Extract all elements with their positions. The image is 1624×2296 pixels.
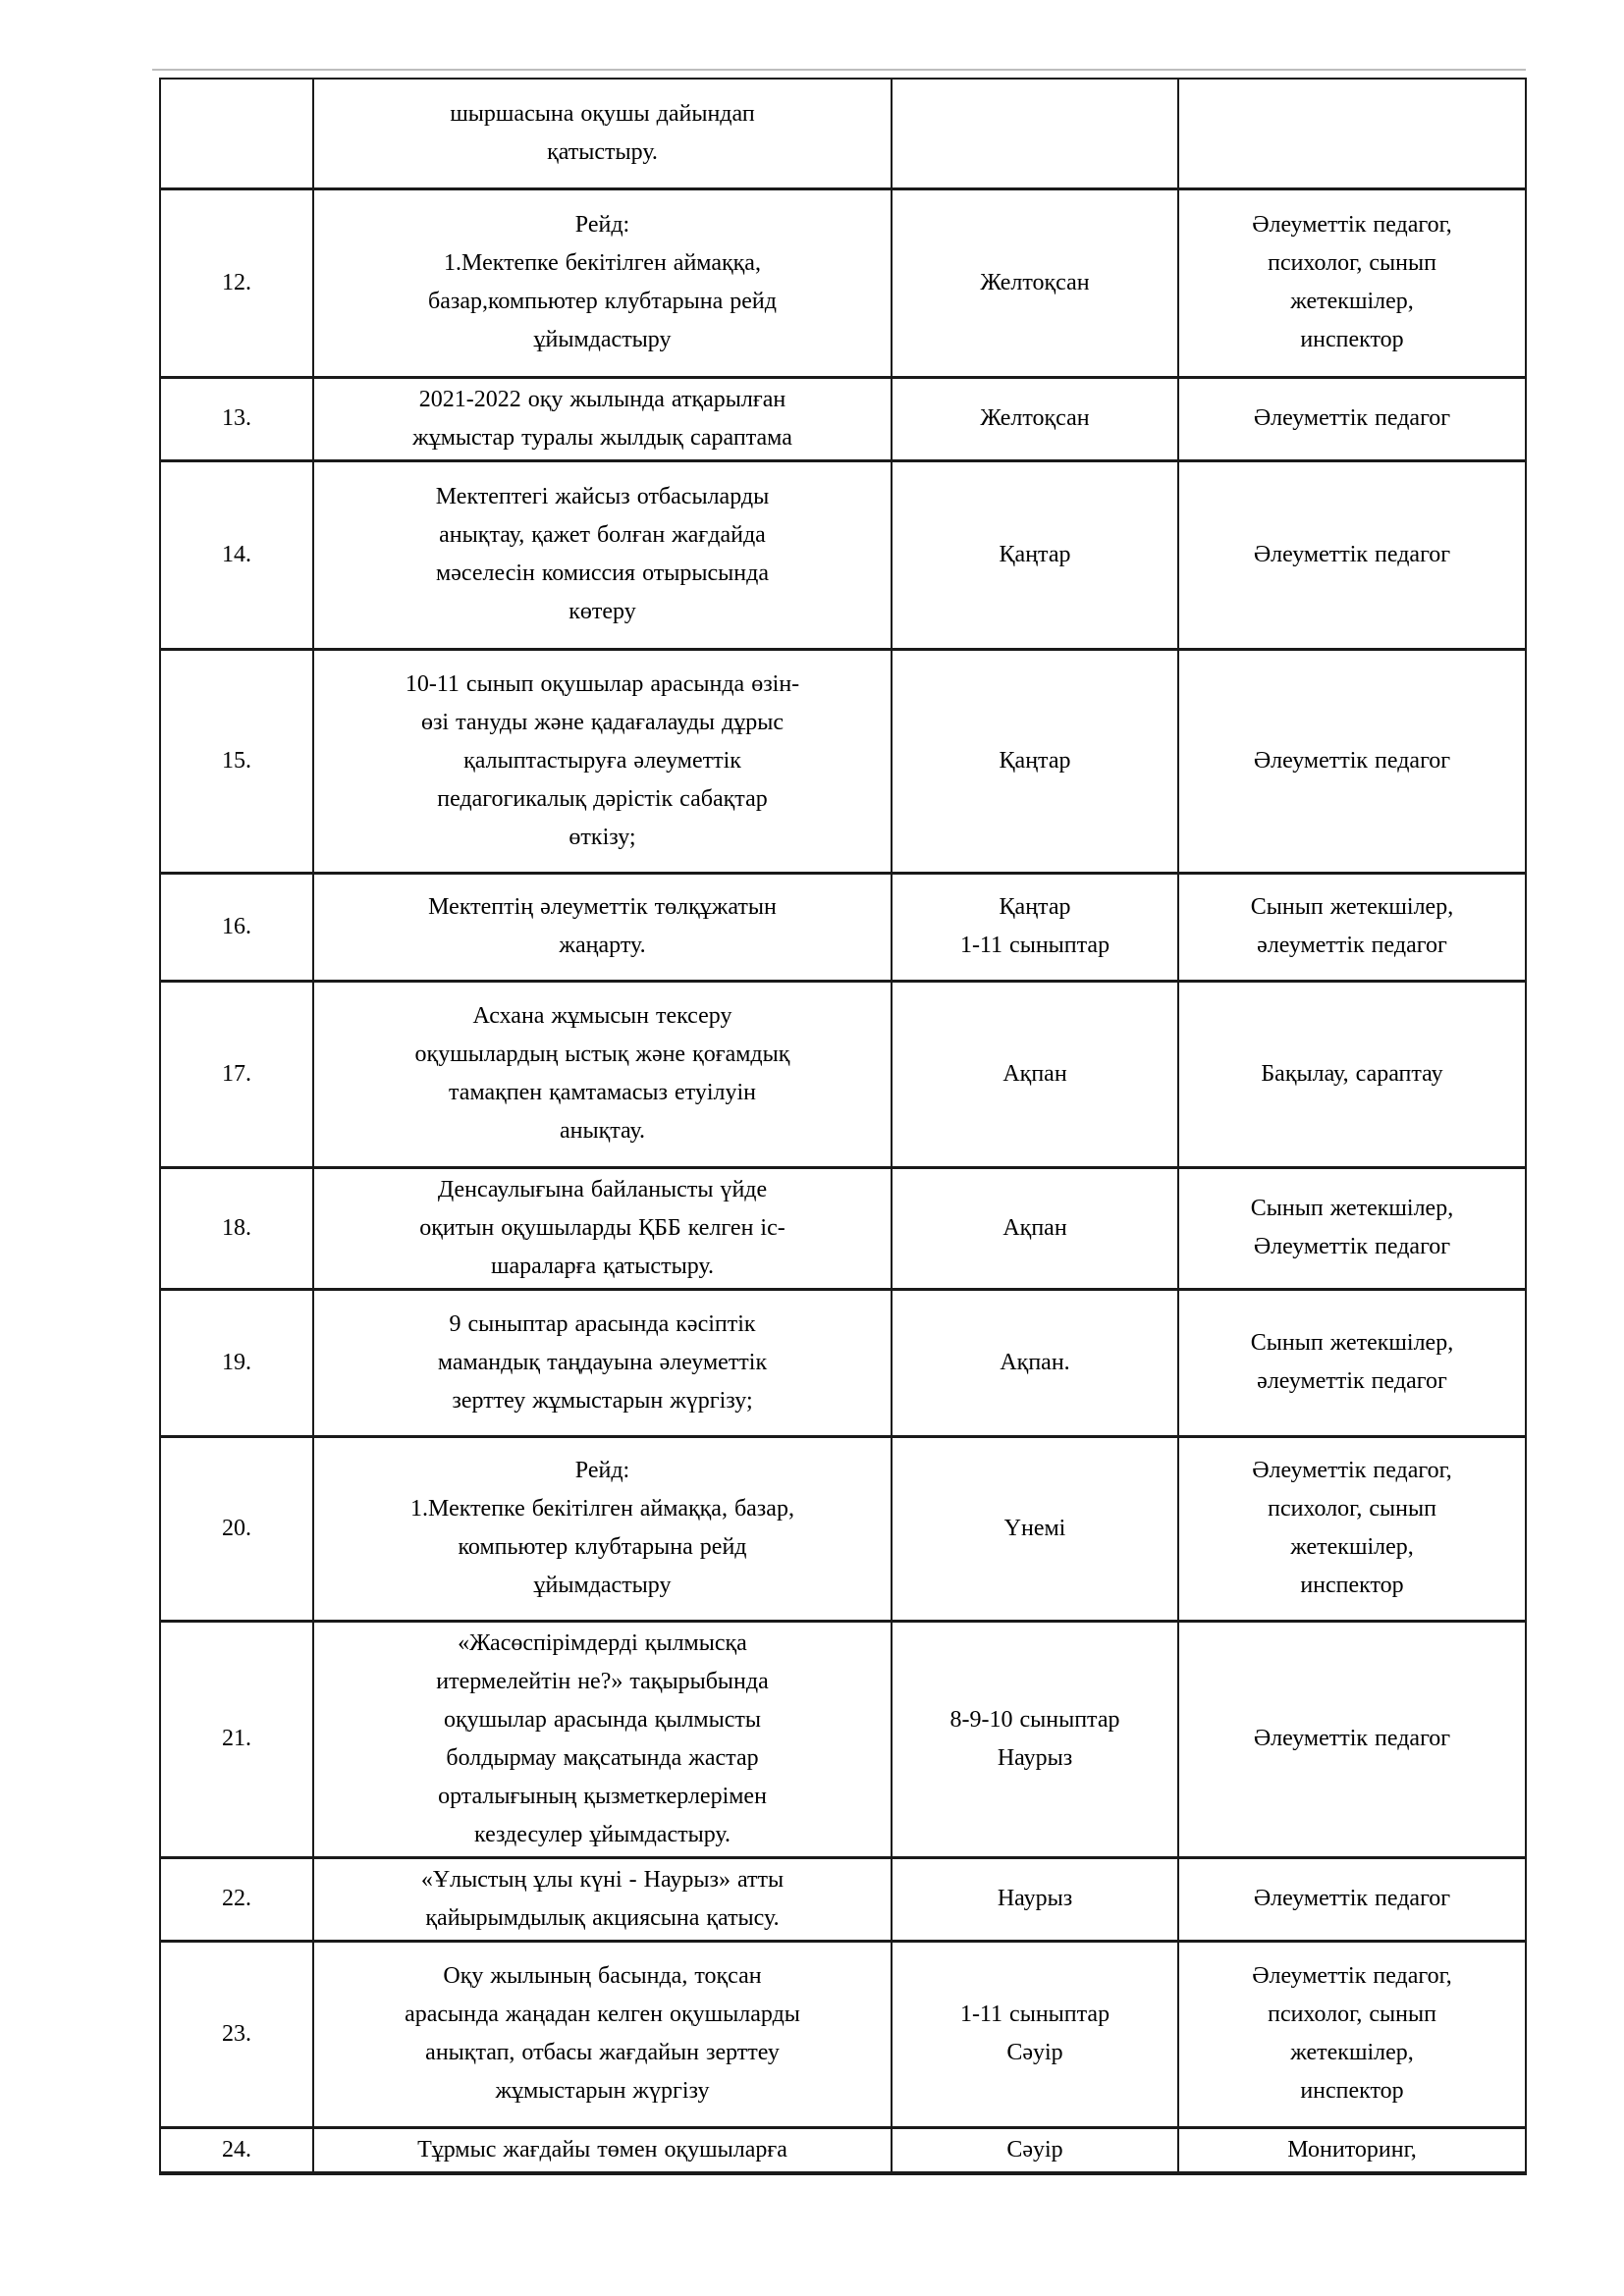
table-row-16 <box>160 873 1526 981</box>
cell-responsible: Әлеуметтік педагог <box>1178 649 1526 873</box>
cell-month: Желтоқсан <box>892 188 1178 377</box>
cell-responsible: Сынып жетекшілер, Әлеуметтік педагог <box>1178 1167 1526 1289</box>
cell-month: 8-9-10 сыныптар Наурыз <box>892 1621 1178 1857</box>
scan-artifact-line <box>152 69 1526 71</box>
table-row-12 <box>160 188 1526 377</box>
cell-responsible: Әлеуметтік педагог <box>1178 1857 1526 1941</box>
cell-number: 22. <box>160 1857 313 1941</box>
table-row-15 <box>160 649 1526 873</box>
cell-activity: Асхана жұмысын тексеру оқушылардың ыстық және қоғамдық тамақпен қамтамасыз етуілуін анықтау. <box>313 981 892 1167</box>
cell-activity: шыршасына оқушы дайындап қатыстыру. <box>313 79 892 188</box>
cell-month: 1-11 сыныптар Сәуір <box>892 1941 1178 2127</box>
cell-month: Наурыз <box>892 1857 1178 1941</box>
cell-number: 12. <box>160 188 313 377</box>
cell-responsible: Әлеуметтік педагог, психолог, сынып жетекшілер, инспектор <box>1178 188 1526 377</box>
table-row-13 <box>160 377 1526 460</box>
cell-number: 15. <box>160 649 313 873</box>
table-row-19 <box>160 1289 1526 1436</box>
cell-activity: «Ұлыстың ұлы күні - Наурыз» атты қайырымдылық акциясына қатысу. <box>313 1857 892 1941</box>
cell-responsible: Әлеуметтік педагог <box>1178 460 1526 649</box>
table-row-14 <box>160 460 1526 649</box>
cell-month: Қаңтар 1-11 сыныптар <box>892 873 1178 981</box>
cell-month: Желтоқсан <box>892 377 1178 460</box>
cell-number: 19. <box>160 1289 313 1436</box>
cell-activity: 10-11 сынып оқушылар арасында өзін- өзі тануды және қадағалауды дұрыс қалыптастыруға әлеуметтік педагогикалық дәрістік сабақтар өткізу; <box>313 649 892 873</box>
cell-number: 20. <box>160 1436 313 1621</box>
cell-responsible: Мониторинг, <box>1178 2127 1526 2173</box>
cell-number: 13. <box>160 377 313 460</box>
table-row-23 <box>160 1941 1526 2127</box>
cell-responsible: Сынып жетекшілер, әлеуметтік педагог <box>1178 873 1526 981</box>
cell-number: 23. <box>160 1941 313 2127</box>
cell-number: 21. <box>160 1621 313 1857</box>
cell-responsible: Әлеуметтік педагог, психолог, сынып жетекшілер, инспектор <box>1178 1941 1526 2127</box>
cell-activity: Рейд: 1.Мектепке бекітілген аймаққа, базар, компьютер клубтарына рейд ұйымдастыру <box>313 1436 892 1621</box>
cell-number: 16. <box>160 873 313 981</box>
table-row-17 <box>160 981 1526 1167</box>
cell-activity: Тұрмыс жағдайы төмен оқушыларға <box>313 2127 892 2173</box>
cell-responsible: Сынып жетекшілер, әлеуметтік педагог <box>1178 1289 1526 1436</box>
cell-month: Сәуір <box>892 2127 1178 2173</box>
cell-month: Қаңтар <box>892 460 1178 649</box>
table-row-continuation <box>160 79 1526 188</box>
cell-month: Қаңтар <box>892 649 1178 873</box>
table-row-22 <box>160 1857 1526 1941</box>
work-plan-table <box>159 78 1527 2175</box>
cell-responsible <box>1178 79 1526 188</box>
cell-number <box>160 79 313 188</box>
table-row-21 <box>160 1621 1526 1857</box>
cell-activity: 2021-2022 оқу жылында атқарылған жұмыстар туралы жылдық сараптама <box>313 377 892 460</box>
cell-activity: Мектептегі жайсыз отбасыларды анықтау, қажет болған жағдайда мәселесін комиссия отырысында көтеру <box>313 460 892 649</box>
cell-responsible: Бақылау, сараптау <box>1178 981 1526 1167</box>
cell-month: Ақпан. <box>892 1289 1178 1436</box>
cell-responsible: Әлеуметтік педагог <box>1178 1621 1526 1857</box>
cell-activity: Рейд: 1.Мектепке бекітілген аймаққа, базар,компьютер клубтарына рейд ұйымдастыру <box>313 188 892 377</box>
cell-month <box>892 79 1178 188</box>
cell-activity: «Жасөспірімдерді қылмысқа итермелейтін не?» тақырыбында оқушылар арасында қылмысты болдырмау мақсатында жастар орталығының қызметкерлерімен кездесулер ұйымдастыру. <box>313 1621 892 1857</box>
table-row-18 <box>160 1167 1526 1289</box>
cell-activity: Мектептің әлеуметтік төлқұжатын жаңарту. <box>313 873 892 981</box>
cell-number: 18. <box>160 1167 313 1289</box>
table-row-24 <box>160 2127 1526 2173</box>
cell-responsible: Әлеуметтік педагог <box>1178 377 1526 460</box>
cell-month: Үнемі <box>892 1436 1178 1621</box>
cell-activity: 9 сыныптар арасында кәсіптік мамандық таңдауына әлеуметтік зерттеу жұмыстарын жүргізу; <box>313 1289 892 1436</box>
cell-activity: Оқу жылының басында, тоқсан арасында жаңадан келген оқушыларды анықтап, отбасы жағдайын зерттеу жұмыстарын жүргізу <box>313 1941 892 2127</box>
table-row-20 <box>160 1436 1526 1621</box>
cell-month: Ақпан <box>892 981 1178 1167</box>
cell-activity: Денсаулығына байланысты үйде оқитын оқушыларды ҚББ келген іс- шараларға қатыстыру. <box>313 1167 892 1289</box>
cell-month: Ақпан <box>892 1167 1178 1289</box>
cell-number: 24. <box>160 2127 313 2173</box>
cell-responsible: Әлеуметтік педагог, психолог, сынып жетекшілер, инспектор <box>1178 1436 1526 1621</box>
cell-number: 14. <box>160 460 313 649</box>
cell-number: 17. <box>160 981 313 1167</box>
